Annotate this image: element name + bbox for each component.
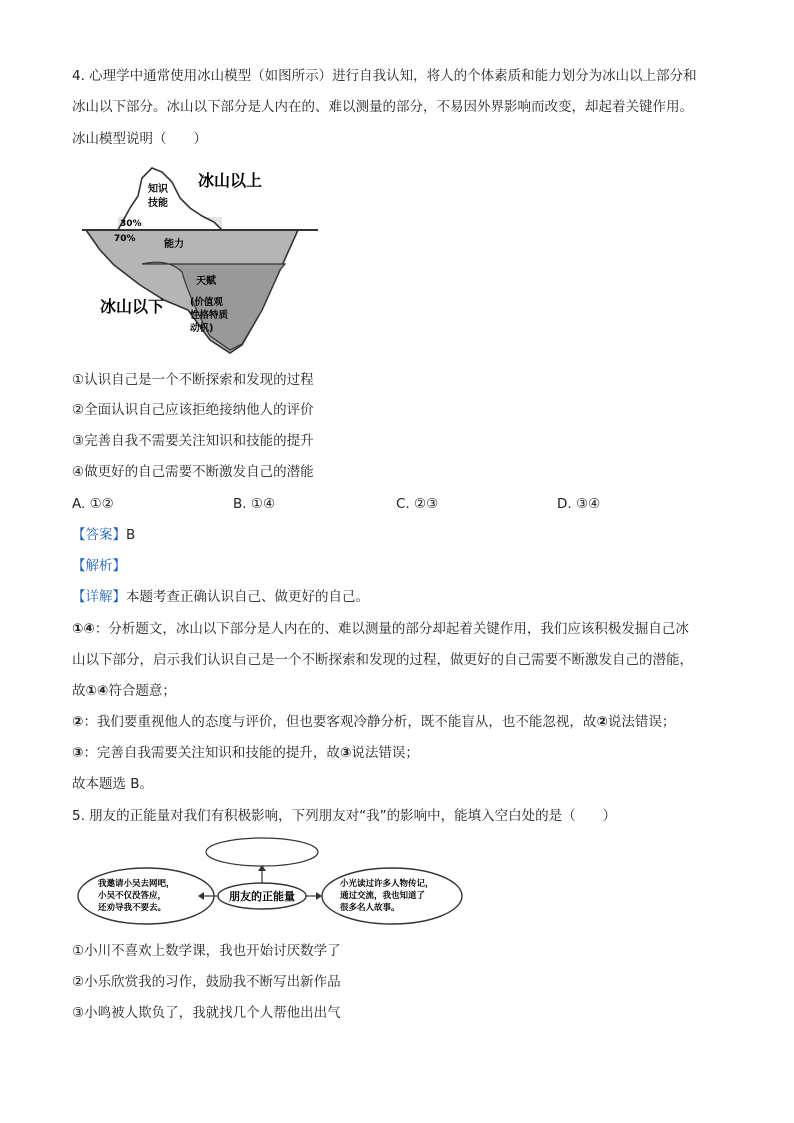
q4-statement-2: ②全面认识自己应该拒绝接纳他人的评价 (72, 402, 314, 418)
blank-ellipse (206, 838, 318, 866)
q5-stem: 5. 朋友的正能量对我们有积极影响，下列朋友对“我”的影响中，能填入空白处的是（ ） (72, 808, 617, 824)
ability-label: 能力 (164, 239, 184, 250)
answer-value: B (126, 527, 136, 543)
q4-option-d: D. ③④ (557, 496, 601, 512)
q4-stem-line3: 冰山模型说明（ ） (72, 131, 207, 147)
right-text-3: 很多名人故事。 (340, 903, 400, 913)
analysis-tag: 【解析】 (72, 558, 126, 574)
q5-statement-1: ①小川不喜欢上数学课，我也开始讨厌数学了 (72, 943, 341, 959)
left-text-2: 小吴不仅没答应， (98, 891, 167, 901)
answer-tag: 【答案】 (72, 527, 126, 543)
explain-p1-line3 (72, 681, 176, 701)
right-text-1: 小光读过许多人物传记， (340, 879, 434, 889)
q4-option-a: A. ①② (72, 496, 114, 512)
q5-statement-3: ③小鸣被人欺负了，我就找几个人帮他出出气 (72, 1005, 341, 1021)
above-water-label: 冰山以上 (198, 171, 263, 190)
q4-option-c: C. ②③ (396, 496, 439, 512)
inner-label-1: (价值观 (190, 297, 223, 308)
detail-line (72, 587, 369, 607)
q4-statement-3: ③完善自我不需要关注知识和技能的提升 (72, 433, 314, 449)
q4-stem-line2: 冰山以下部分。冰山以下部分是人内在的、难以测量的部分，不易因外界影响而改变，却起着关键作用。 (72, 99, 693, 115)
p3-post: 说法错误； (351, 745, 419, 761)
p1-pre: 故 (72, 683, 86, 699)
explain-p3 (72, 743, 419, 763)
p2-mark: ② (72, 714, 84, 730)
pct-70-label: 70% (114, 234, 136, 244)
explain-p1-line1 (72, 619, 689, 639)
detail-tag: 【详解】 (72, 589, 126, 605)
q4-option-b: B. ①④ (233, 496, 276, 512)
left-text-1: 我邀请小吴去网吧， (98, 879, 175, 889)
below-water-label: 冰山以下 (100, 297, 165, 316)
p3-text: ：完善自我需要关注知识和技能的提升，故 (83, 745, 340, 761)
p2-post: 说法错误； (607, 714, 676, 730)
p1-post: 符合题意； (108, 683, 176, 699)
pct-30-label: 30% (120, 219, 142, 229)
tip-label-1: 知识 (148, 184, 168, 195)
p2-text: ：我们要重视他人的态度与评价，但也要客观冷静分析，既不能盲从，也不能忽视，故 (83, 714, 597, 730)
arrow-right-head (316, 892, 322, 900)
p1-mark-2: ①④ (85, 683, 109, 699)
conclusion: 故本题选 B。 (72, 776, 154, 792)
talent-label: 天赋 (196, 276, 216, 287)
p1-text1: ：分析题文，冰山以下部分是人内在的、难以测量的部分却起着关键作用，我们应该积极发掘自己冰 (94, 621, 689, 637)
explain-p1-line2: 山以下部分，启示我们认识自己是一个不断探索和发现的过程，做更好的自己需要不断激发自己的潜能， (72, 652, 693, 668)
iceberg-figure (80, 160, 320, 360)
friend-energy-diagram (76, 836, 466, 932)
q5-statement-2: ②小乐欣赏我的习作，鼓励我不断写出新作品 (72, 974, 341, 990)
p2-mark-2: ② (596, 714, 608, 730)
q4-statement-1: ①认识自己是一个不断探索和发现的过程 (72, 372, 314, 388)
explain-p2 (72, 712, 675, 732)
p3-mark-2: ③ (339, 745, 352, 761)
inner-label-2: 性格特质 (190, 310, 229, 321)
q4-stem-line1: 4. 心理学中通常使用冰山模型（如图所示）进行自我认知，将人的个体素质和能力划分为冰山以上部分和 (72, 68, 697, 84)
tip-label-2: 技能 (148, 198, 168, 209)
p1-mark: ①④ (72, 621, 95, 637)
right-text-2: 通过交流，我也知道了 (340, 891, 426, 901)
inner-label-3: 动机) (190, 323, 214, 334)
center-label: 朋友的正能量 (229, 890, 295, 903)
detail-text: 本题考查正确认识自己、做更好的自己。 (126, 589, 369, 605)
p3-mark: ③ (72, 745, 84, 761)
answer-line (72, 525, 135, 545)
q4-statement-4: ④做更好的自己需要不断激发自己的潜能 (72, 464, 314, 480)
left-text-3: 还劝导我不要去。 (98, 903, 167, 913)
